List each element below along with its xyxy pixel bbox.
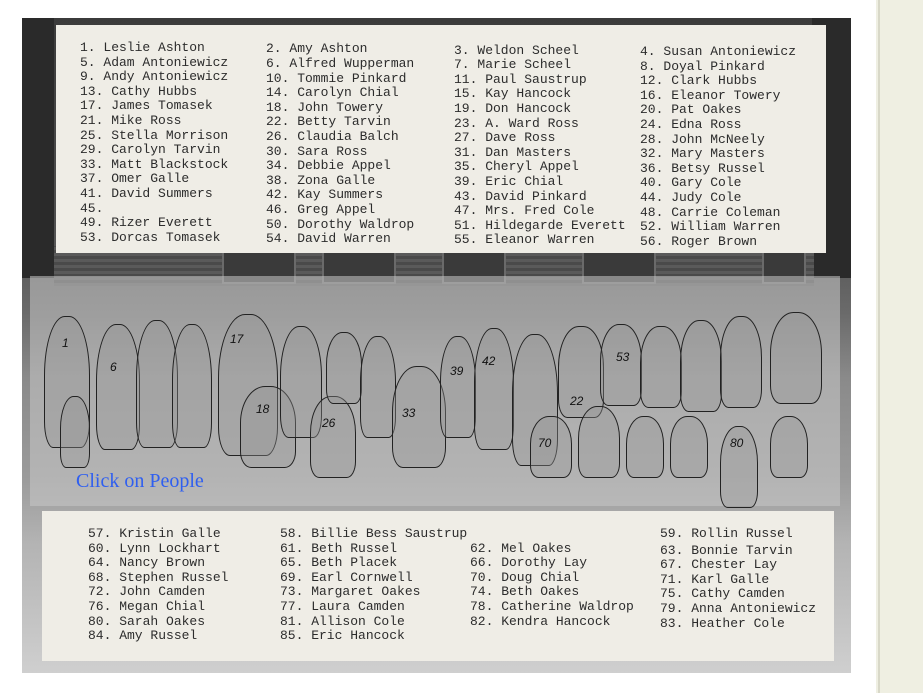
name-label[interactable]: 3. Weldon Scheel <box>454 42 579 58</box>
name-label[interactable]: 77. Laura Camden <box>280 599 405 614</box>
name-label[interactable]: 79. Anna Antoniewicz <box>660 601 817 616</box>
photo-number: 1 <box>62 336 69 350</box>
name-label[interactable]: 69. Earl Cornwell <box>280 569 413 585</box>
name-label[interactable]: 50. Dorothy Waldrop <box>266 216 415 232</box>
name-label[interactable]: 44. Judy Cole <box>640 189 742 205</box>
photo-number: 18 <box>256 402 270 416</box>
name-label[interactable]: 24. Edna Ross <box>640 116 742 132</box>
name-label[interactable]: 5. Adam Antoniewicz <box>80 54 229 70</box>
name-label[interactable]: 48. Carrie Coleman <box>640 204 781 220</box>
bottom-names-panel <box>42 511 834 661</box>
name-label[interactable]: 52. William Warren <box>640 219 781 235</box>
name-label[interactable]: 28. John McNeely <box>640 131 765 147</box>
name-label[interactable]: 33. Matt Blackstock <box>80 156 229 172</box>
name-label[interactable]: 20. Pat Oakes <box>640 102 742 118</box>
name-label[interactable]: 17. James Tomasek <box>80 98 213 114</box>
name-label[interactable]: 12. Clark Hubbs <box>640 73 758 89</box>
name-label[interactable]: 30. Sara Ross <box>266 143 368 159</box>
person-outline[interactable] <box>626 416 664 478</box>
person-outline[interactable] <box>440 336 476 438</box>
person-outline[interactable] <box>60 396 90 468</box>
name-label[interactable]: 42. Kay Summers <box>266 187 384 203</box>
name-label[interactable]: 74. Beth Oakes <box>470 584 580 600</box>
name-label[interactable]: 7. Marie Scheel <box>454 57 572 73</box>
person-outline[interactable] <box>680 320 722 412</box>
photo-number: 70 <box>538 436 552 450</box>
name-label[interactable]: 57. Kristin Galle <box>88 526 221 541</box>
name-label[interactable]: 72. John Camden <box>88 584 206 600</box>
name-label[interactable]: 73. Margaret Oakes <box>280 584 421 600</box>
name-label[interactable]: 58. Billie Bess Saustrup <box>280 526 468 541</box>
person-outline[interactable] <box>640 326 682 408</box>
name-label[interactable]: 11. Paul Saustrup <box>454 71 587 87</box>
name-label[interactable]: 32. Mary Masters <box>640 146 765 162</box>
name-label[interactable]: 82. Kendra Hancock <box>470 613 611 629</box>
name-label[interactable]: 27. Dave Ross <box>454 130 556 146</box>
name-label[interactable]: 10. Tommie Pinkard <box>266 70 407 86</box>
name-label[interactable]: 75. Cathy Camden <box>660 586 785 602</box>
top-names-panel <box>56 25 826 253</box>
photo-number: 26 <box>322 416 336 430</box>
photo-number: 22 <box>570 394 584 408</box>
name-label[interactable]: 31. Dan Masters <box>454 144 572 160</box>
right-margin-divider <box>878 0 880 693</box>
click-on-people-link[interactable]: Click on People <box>76 470 204 492</box>
name-label[interactable]: 64. Nancy Brown <box>88 555 206 571</box>
name-label[interactable]: 46. Greg Appel <box>266 201 376 217</box>
name-label[interactable]: 21. Mike Ross <box>80 113 182 128</box>
photo-number: 53 <box>616 350 630 364</box>
photo-number: 80 <box>730 436 744 450</box>
person-outline[interactable] <box>670 416 708 478</box>
person-outline[interactable] <box>310 396 356 478</box>
name-label[interactable]: 67. Chester Lay <box>660 557 778 573</box>
name-label[interactable]: 2. Amy Ashton <box>266 41 368 57</box>
building-left-column <box>22 18 54 278</box>
name-label[interactable]: 59. Rollin Russel <box>660 526 793 541</box>
name-label[interactable]: 19. Don Hancock <box>454 101 572 116</box>
name-label[interactable]: 63. Bonnie Tarvin <box>660 542 793 558</box>
photo-number: 39 <box>450 364 464 378</box>
name-label[interactable]: 14. Carolyn Chial <box>266 85 399 101</box>
name-label[interactable]: 47. Mrs. Fred Cole <box>454 203 595 219</box>
name-label[interactable]: 9. Andy Antoniewicz <box>80 69 229 85</box>
name-label[interactable]: 40. Gary Cole <box>640 175 742 191</box>
photo-number: 42 <box>482 354 496 368</box>
person-outline[interactable] <box>770 416 808 478</box>
right-margin <box>876 0 923 693</box>
name-label[interactable]: 66. Dorothy Lay <box>470 555 588 571</box>
name-label[interactable]: 62. Mel Oakes <box>470 540 572 556</box>
name-label[interactable]: 4. Susan Antoniewicz <box>640 43 797 59</box>
name-label[interactable]: 38. Zona Galle <box>266 172 376 188</box>
name-label[interactable]: 45. <box>80 200 104 216</box>
person-outline[interactable] <box>392 366 446 468</box>
person-outline[interactable] <box>578 406 620 478</box>
name-label[interactable]: 53. Dorcas Tomasek <box>80 229 221 245</box>
name-label[interactable]: 61. Beth Russel <box>280 540 398 556</box>
person-outline[interactable] <box>96 324 140 450</box>
name-label[interactable]: 34. Debbie Appel <box>266 158 391 174</box>
name-label[interactable]: 56. Roger Brown <box>640 233 758 249</box>
name-label[interactable]: 29. Carolyn Tarvin <box>80 142 221 158</box>
person-outline[interactable] <box>770 312 822 404</box>
name-label[interactable]: 70. Doug Chial <box>470 569 580 585</box>
person-outline[interactable] <box>474 328 514 450</box>
name-label[interactable]: 84. Amy Russel <box>88 628 198 644</box>
name-label[interactable]: 83. Heather Cole <box>660 615 785 631</box>
name-label[interactable]: 76. Megan Chial <box>88 599 206 614</box>
name-label[interactable]: 55. Eleanor Warren <box>454 232 595 248</box>
name-label[interactable]: 43. David Pinkard <box>454 188 587 204</box>
name-label[interactable]: 51. Hildegarde Everett <box>454 217 626 233</box>
person-outline[interactable] <box>172 324 212 448</box>
name-label[interactable]: 78. Catherine Waldrop <box>470 599 634 614</box>
photo-number: 33 <box>402 406 416 420</box>
name-label[interactable]: 6. Alfred Wupperman <box>266 55 415 71</box>
name-label[interactable]: 18. John Towery <box>266 99 384 115</box>
group-photo[interactable] <box>22 18 851 673</box>
name-label[interactable]: 41. David Summers <box>80 186 213 201</box>
person-outline[interactable] <box>326 332 362 404</box>
name-label[interactable]: 15. Kay Hancock <box>454 86 572 102</box>
name-label[interactable]: 13. Cathy Hubbs <box>80 83 198 99</box>
name-label[interactable]: 39. Eric Chial <box>454 174 564 189</box>
name-label[interactable]: 85. Eric Hancock <box>280 628 405 644</box>
name-label[interactable]: 23. A. Ward Ross <box>454 115 579 131</box>
name-label[interactable]: 60. Lynn Lockhart <box>88 540 221 556</box>
person-outline[interactable] <box>360 336 396 438</box>
name-label[interactable]: 25. Stella Morrison <box>80 127 229 143</box>
name-label[interactable]: 65. Beth Placek <box>280 555 398 571</box>
name-label[interactable]: 36. Betsy Russel <box>640 160 765 176</box>
name-label[interactable]: 8. Doyal Pinkard <box>640 58 765 74</box>
name-label[interactable]: 81. Allison Cole <box>280 613 405 629</box>
name-label[interactable]: 37. Omer Galle <box>80 171 190 187</box>
name-label[interactable]: 16. Eleanor Towery <box>640 87 781 103</box>
name-label[interactable]: 35. Cheryl Appel <box>454 159 579 175</box>
name-label[interactable]: 26. Claudia Balch <box>266 128 399 144</box>
photo-number: 17 <box>230 332 244 346</box>
name-label[interactable]: 22. Betty Tarvin <box>266 114 391 130</box>
name-label[interactable]: 68. Stephen Russel <box>88 569 229 585</box>
photo-number: 6 <box>110 360 117 374</box>
person-outline[interactable] <box>720 316 762 408</box>
name-label[interactable]: 80. Sarah Oakes <box>88 613 206 629</box>
name-label[interactable]: 54. David Warren <box>266 231 391 247</box>
person-outline[interactable] <box>600 324 642 406</box>
name-label[interactable]: 71. Karl Galle <box>660 571 770 587</box>
name-label[interactable]: 49. Rizer Everett <box>80 215 213 231</box>
name-label[interactable]: 1. Leslie Ashton <box>80 40 205 55</box>
